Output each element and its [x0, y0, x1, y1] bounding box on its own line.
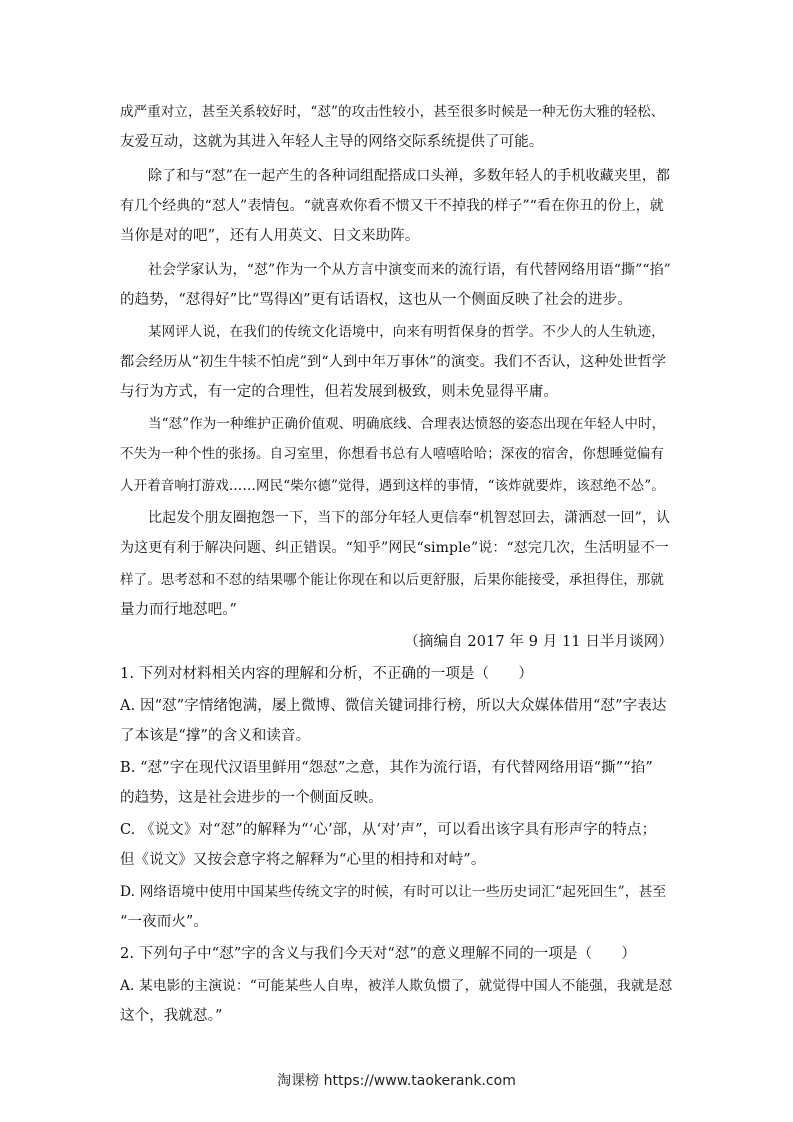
paragraph-line: 有几个经典的“怼人”表情包。“就喜欢你看不惯又干不掉我的样子”“看在你丑的份上，就: [120, 198, 664, 214]
paragraph-line: 成严重对立，甚至关系较好时，“怼”的攻击性较小，甚至很多时候是一种无伤大雅的轻松、: [120, 104, 665, 120]
paragraph-line: 为这更有利于解决问题、纠正错误。“知乎”网民“simple”说：“怼完几次，生活明显不一: [120, 540, 669, 556]
question-1-option-c: C. 《说文》对“怼”的解释为“‘心’部，从‘对’声”，可以看出该字具有形声字的特点；: [120, 822, 657, 838]
paragraph-line: 样了。思考怼和不怼的结果哪个能让你现在和以后更舒服，后果你能接受，承担得住，那就: [120, 572, 664, 588]
source-citation: （摘编自 2017 年 9 月 11 日半月谈网）: [404, 634, 673, 650]
paragraph-line: 与行为方式，有一定的合理性，但若发展到极致，则未免显得平庸。: [120, 384, 558, 400]
paragraph-line: 友爱互动，这就为其进入年轻人主导的网络交际系统提供了可能。: [120, 134, 544, 150]
question-1-option-a-cont: 了本该是“撑”的含义和读音。: [120, 728, 311, 744]
paragraph-line: 都会经历从“初生牛犊不怕虎”到“人到中年万事休”的演变。我们不否认，这种处世哲学: [120, 354, 667, 370]
question-1-option-a: A. 因“怼”字情绪饱满，屡上微博、微信关键词排行榜，所以大众媒体借用“怼”字表达: [120, 698, 667, 714]
paragraph-line: 量力而行地怼吧。”: [120, 602, 238, 618]
paragraph-line: 某网评人说，在我们的传统文化语境中，向来有明哲保身的哲学。不少人的人生轨迹，: [148, 324, 665, 340]
paragraph-line: 当“怼”作为一种维护正确价值观、明确底线、合理表达愤怒的姿态出现在年轻人中时，: [148, 416, 666, 432]
paragraph-line: 人开着音响打游戏……网民“柴尔德”觉得，遇到这样的事情，“该炸就要炸，该怼绝不怂”。: [120, 478, 665, 494]
question-1-stem: 1. 下列对材料相关内容的理解和分析，不正确的一项是（ ）: [120, 666, 533, 682]
paragraph-line: 比起发个朋友圈抱怨一下，当下的部分年轻人更信奉“机智怼回去，潇洒怼一回”，认: [148, 510, 671, 526]
question-2-stem: 2. 下列句子中“怼”字的含义与我们今天对“怼”的意义理解不同的一项是（ ）: [120, 946, 636, 962]
question-1-option-b: B. “怼”字在现代汉语里鲜用“怨怼”之意，其作为流行语，有代替网络用语“撕”“掐”: [120, 760, 653, 776]
question-1-option-d: D. 网络语境中使用中国某些传统文字的时候，有时可以让一些历史词汇“起死回生”，甚至: [120, 884, 667, 900]
paragraph-line: 的趋势，“怼得好”比“骂得凶”更有话语权，这也从一个侧面反映了社会的进步。: [120, 292, 632, 308]
question-1-option-b-cont: 的趋势，这是社会进步的一个侧面反映。: [120, 790, 383, 806]
paragraph-line: 社会学家认为，“怼”作为一个从方言中演变而来的流行语，有代替网络用语“撕”“掐”: [148, 262, 671, 278]
paragraph-line: 除了和与“怼”在一起产生的各种词组配搭成口头禅，多数年轻人的手机收藏夹里，都: [148, 168, 671, 184]
question-1-option-d-cont: “一夜而火”。: [120, 914, 209, 930]
paragraph-line: 不失为一种个性的张扬。自习室里，你想看书总有人嘻嘻哈哈；深夜的宿舍，你想睡觉偏有: [120, 446, 664, 462]
footer-watermark: 淘课榜 https://www.taokerank.com: [277, 1073, 516, 1089]
question-2-option-a-cont: 这个，我就怼。”: [120, 1008, 223, 1024]
question-1-option-c-cont: 但《说文》又按会意字将之解释为“心里的相持和对峙”。: [120, 852, 486, 868]
question-2-option-a: A. 某电影的主演说：“可能某些人自卑，被洋人欺负惯了，就觉得中国人不能强，我就是怼: [120, 978, 673, 994]
paragraph-line: 当你是对的吧”，还有人用英文、日文来助阵。: [120, 228, 420, 244]
